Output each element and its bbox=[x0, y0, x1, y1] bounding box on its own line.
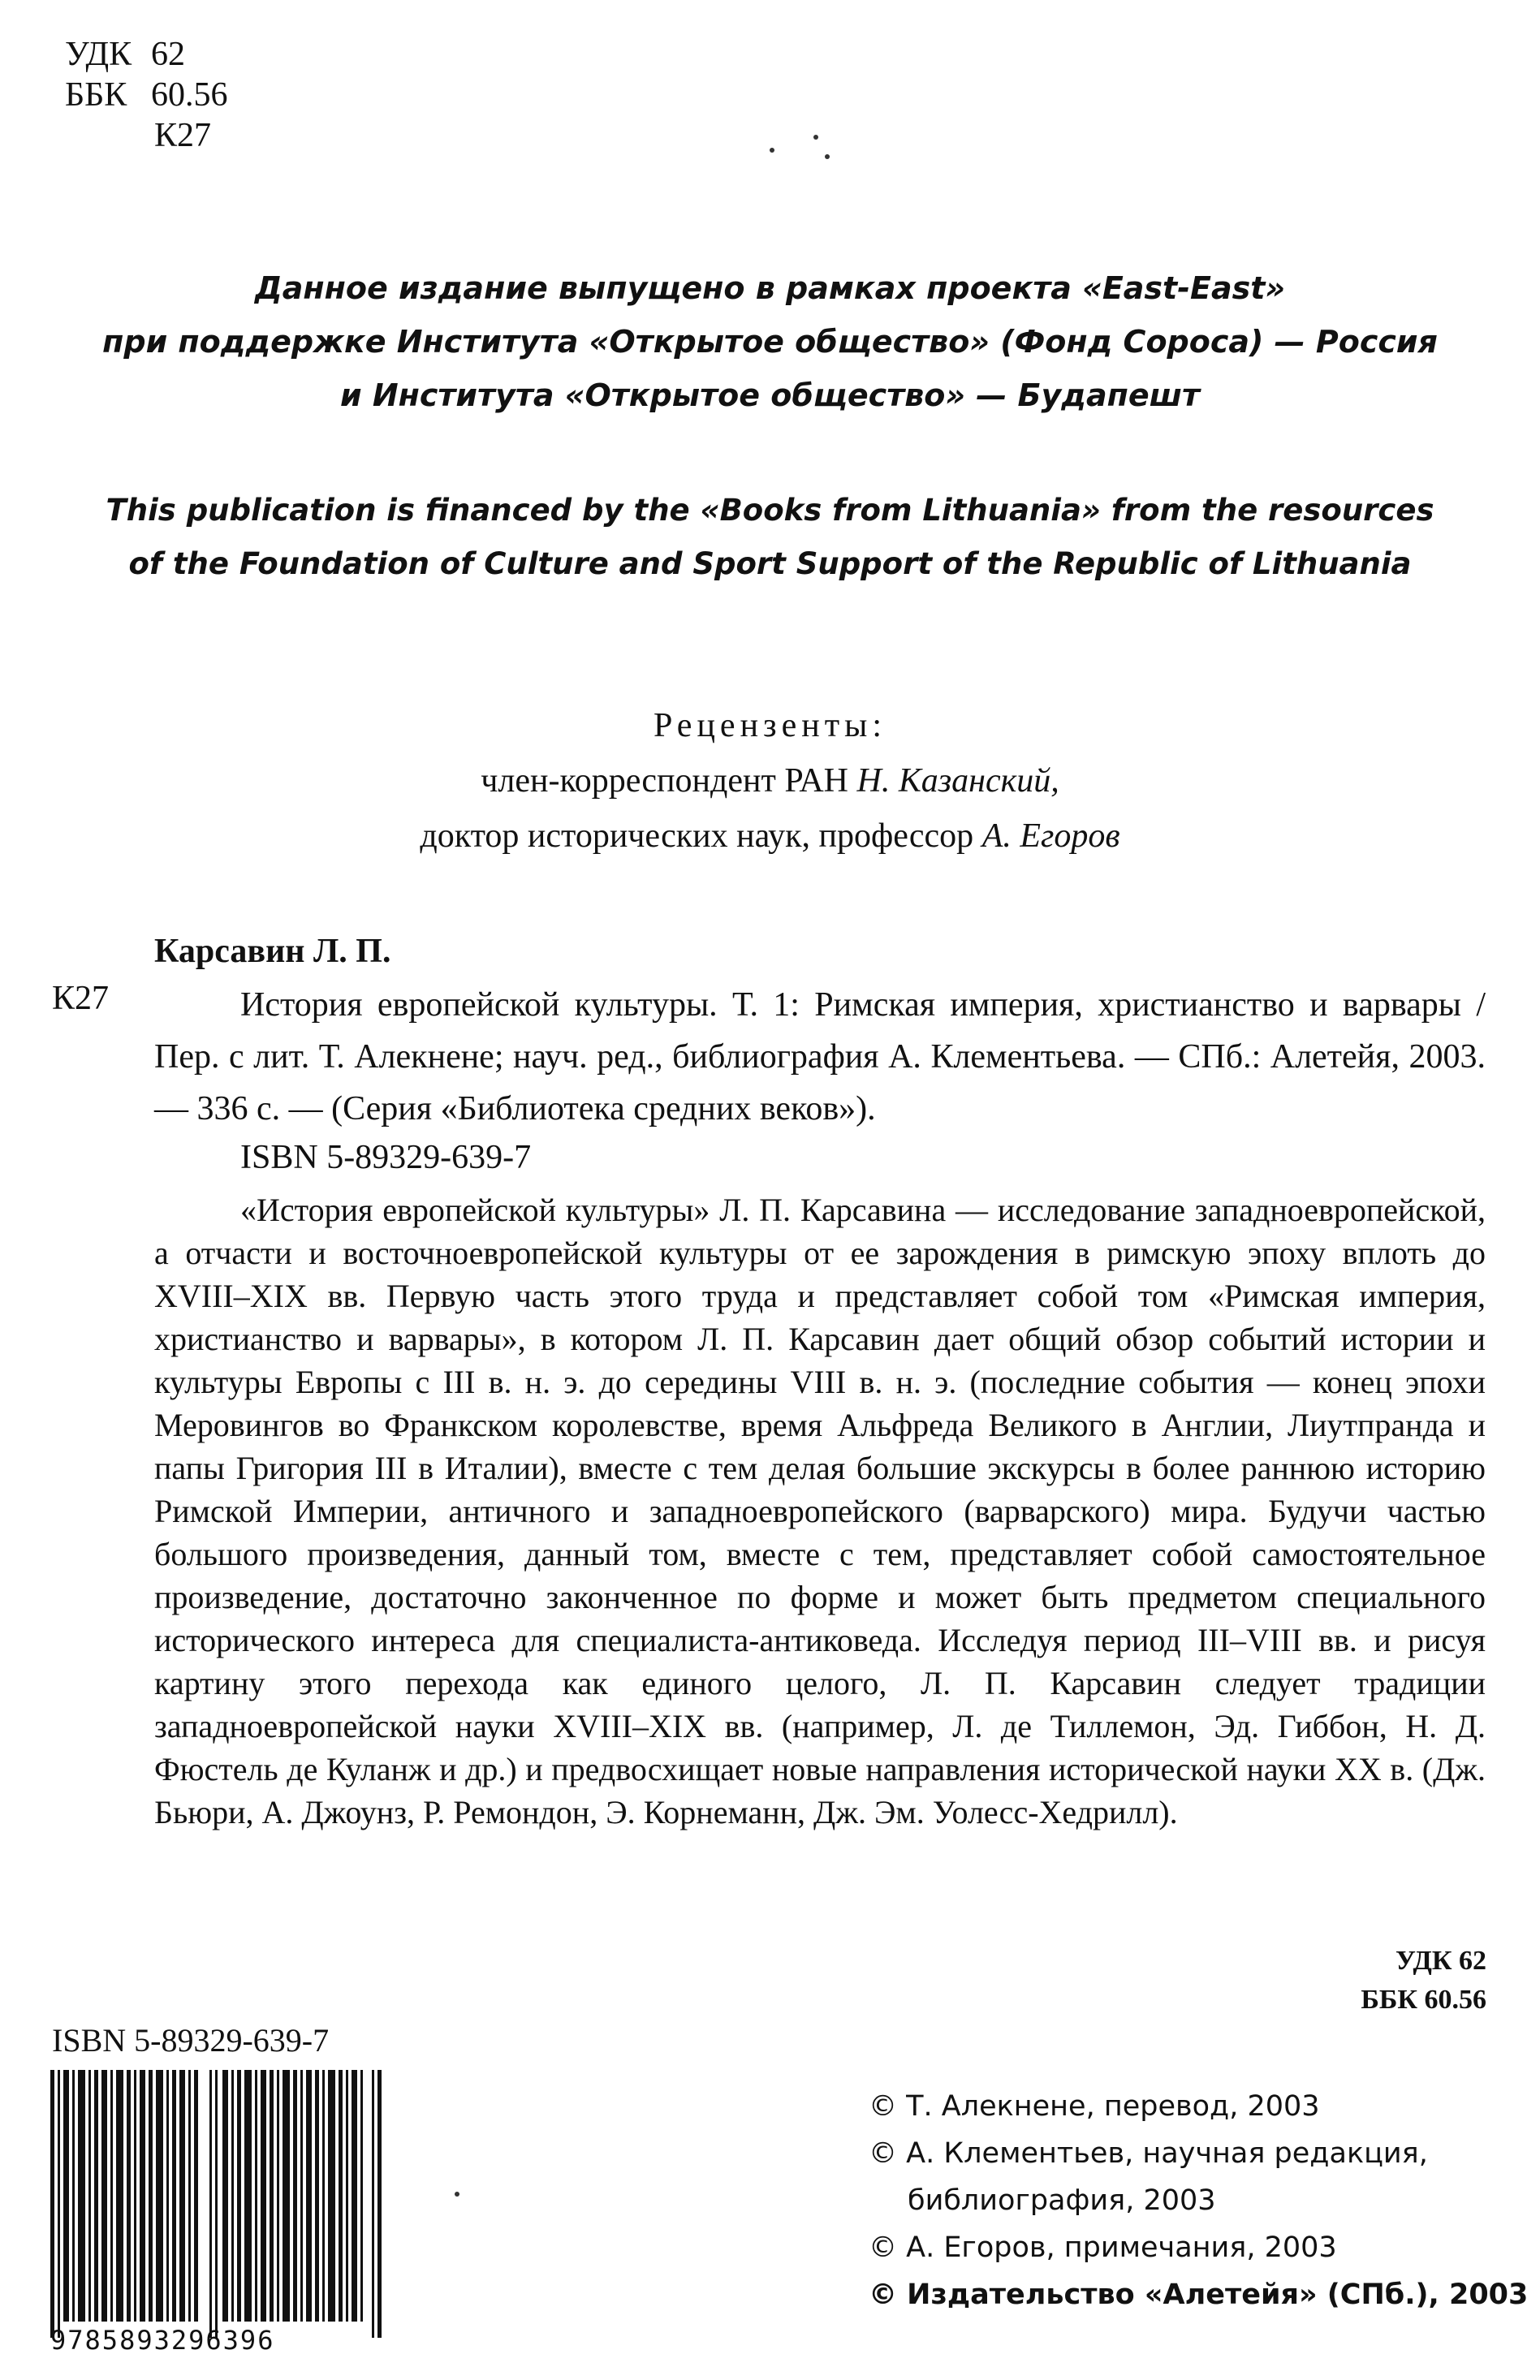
bbk-row bbox=[65, 75, 228, 115]
bbk-value: 60.56 bbox=[151, 76, 228, 114]
bibliographic-description bbox=[154, 979, 1486, 1135]
isbn-line: ISBN 5-89329-639-7 bbox=[240, 1139, 532, 1176]
author-name: Карсавин Л. П. bbox=[154, 933, 391, 970]
print-speck bbox=[813, 135, 818, 140]
print-speck bbox=[770, 148, 774, 153]
project-line-2: при поддержке Института «Открытое общество» (Фонд Сороса) — Россия bbox=[102, 324, 1438, 360]
reviewer-1-title: член-корреспондент РАН bbox=[481, 762, 848, 800]
reviewer-2-name: А. Егоров bbox=[981, 817, 1120, 855]
description-text: История европейской культуры. Т. 1: Римская империя, христианство и варвары / Пер. с лит. Т. Алекнене; науч. ред., библиография А. Клементьева. — СПб.: Алетейя, 2003. — 336 с. — (Серия «Библиотека средних веков»). bbox=[154, 986, 1486, 1127]
copyright-editing-cont: библиография, 2003 bbox=[908, 2184, 1216, 2217]
entry-mark: К27 bbox=[52, 980, 110, 1017]
project-note bbox=[49, 261, 1491, 422]
copyright-translation: © Т. Алекнене, перевод, 2003 bbox=[869, 2090, 1320, 2123]
copyright-editing: © А. Клементьев, научная редакция, bbox=[869, 2137, 1428, 2170]
financed-line-1: This publication is financed by the «Books from Lithuania» from the resources bbox=[106, 493, 1434, 528]
copyright-block bbox=[869, 2083, 1528, 2318]
udk-bottom: УДК 62 bbox=[1395, 1946, 1486, 1976]
classification-codes bbox=[65, 34, 228, 156]
barcode-digits: 9785893296396 bbox=[50, 2325, 275, 2356]
bbk-bottom: ББК 60.56 bbox=[1361, 1985, 1486, 2015]
print-speck bbox=[825, 154, 830, 159]
financed-note bbox=[49, 484, 1491, 591]
bbk-label: ББК bbox=[65, 76, 127, 114]
print-speck bbox=[455, 2192, 459, 2197]
copyright-notes: © А. Егоров, примечания, 2003 bbox=[869, 2231, 1337, 2264]
reviewers-block bbox=[49, 698, 1491, 864]
reviewer-1-name: Н. Казанский, bbox=[856, 762, 1059, 800]
barcode-isbn: ISBN 5-89329-639-7 bbox=[52, 2022, 330, 2059]
financed-line-2: of the Foundation of Culture and Sport Support of the Republic of Lithuania bbox=[128, 546, 1412, 581]
reviewers-heading: Рецензенты: bbox=[654, 707, 886, 744]
udk-value: 62 bbox=[151, 36, 185, 73]
project-line-1: Данное издание выпущено в рамках проекта «East-East» bbox=[254, 270, 1286, 306]
reviewer-2 bbox=[49, 808, 1491, 864]
udk-label: УДК bbox=[65, 36, 132, 73]
reviewer-1 bbox=[49, 753, 1491, 808]
abstract-paragraph: «История европейской культуры» Л. П. Карсавина — исследование западноевропейской, а отчасти и восточноевропейской культуры от ее зарождения в римскую эпоху вплоть до XVIII–XIX вв. Первую часть этого труда и представляет собой том «Римская империя, христианство и варвары», в котором Л. П. Карсавин дает общий обзор событий истории и культуры Европы с III в. н. э. до середины VIII в. н. э. (последние события — конец эпохи Меровингов во Франкском королевстве, время Альфреда Великого в Англии, Лиутпранда и папы Григория III в Италии), вместе с тем делая большие экскурсы в более раннюю историю Римской Империи, античного и западноевропейского (варварского) мира. Будучи частью большого произведения, данный том, вместе с тем, представляет собой самостоятельное произведение, достаточно законченное по форме и может быть предметом специального исторического интереса для специалиста-антиковеда. Исследуя период III–VIII вв. и рисуя картину этого перехода как единого целого, Л. П. Карсавин следует традиции западноевропейской науки XVIII–XIX вв. (например, Л. де Тиллемон, Эд. Гиббон, Н. Д. Фюстель де Куланж и др.) и предвосхищает новые направления исторической науки XX в. (Дж. Бьюри, А. Джоунз, Р. Ремондон, Э. Корнеманн, Дж. Эм. Уолесс-Хедрилл). bbox=[154, 1192, 1486, 1830]
author-mark: К27 bbox=[154, 117, 212, 154]
barcode-image bbox=[50, 2070, 391, 2338]
reviewer-2-title: доктор исторических наук, профессор bbox=[420, 817, 974, 855]
classification-bottom bbox=[1361, 1942, 1486, 2020]
copyright-publisher: © Издательство «Алетейя» (СПб.), 2003 bbox=[869, 2279, 1529, 2311]
udk-row bbox=[65, 34, 228, 75]
project-line-3: и Института «Открытое общество» — Будапешт bbox=[339, 377, 1201, 413]
